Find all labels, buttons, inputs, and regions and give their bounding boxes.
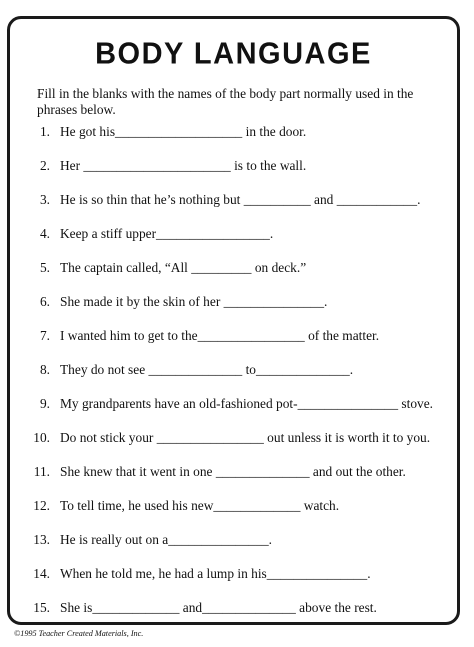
question-15 (10, 600, 457, 616)
question-text: Keep a stiff upper_________________. (60, 226, 274, 241)
question-3 (10, 192, 457, 208)
question-number: 5. (39, 260, 50, 275)
question-text: Do not stick your ________________ out unless it is worth it to you. (60, 430, 431, 445)
question-text: They do not see ______________ to______________. (60, 362, 354, 377)
question-10 (10, 430, 457, 446)
question-6 (10, 294, 457, 310)
question-2 (10, 158, 457, 174)
worksheet-border (7, 16, 460, 625)
question-number: 14. (33, 566, 50, 581)
question-13 (10, 532, 457, 548)
question-14 (10, 566, 457, 582)
question-number: 6. (39, 294, 50, 309)
question-text: He is so thin that he’s nothing but __________ and ____________. (60, 192, 421, 207)
question-number: 11. (33, 464, 50, 479)
question-text: She made it by the skin of her _______________. (60, 294, 328, 309)
question-text: My grandparents have an old-fashioned pot-_______________ stove. (60, 396, 434, 411)
instructions: Fill in the blanks with the names of the body part normally used in the phrases below. (37, 86, 414, 117)
question-text: Her ______________________ is to the wall. (60, 158, 307, 173)
question-text: I wanted him to get to the________________ of the matter. (60, 328, 380, 343)
copyright-footer: ©1995 Teacher Created Materials, Inc. (14, 629, 144, 638)
question-text: He got his___________________ in the door. (60, 124, 307, 139)
question-8 (10, 362, 457, 378)
question-number: 8. (39, 362, 50, 377)
question-12 (10, 498, 457, 514)
question-4 (10, 226, 457, 242)
question-text: She knew that it went in one ______________ and out the other. (60, 464, 406, 479)
question-text: When he told me, he had a lump in his_______________. (60, 566, 371, 581)
question-number: 7. (39, 328, 50, 343)
question-number: 2. (39, 158, 50, 173)
question-text: She is_____________ and______________ above the rest. (60, 600, 377, 615)
worksheet-title: BODY LANGUAGE (95, 37, 372, 71)
question-11 (10, 464, 457, 480)
question-number: 13. (33, 532, 50, 547)
question-1 (10, 124, 457, 140)
question-text: To tell time, he used his new_____________ watch. (60, 498, 340, 513)
question-number: 9. (39, 396, 50, 411)
question-text: The captain called, “All _________ on deck.” (60, 260, 307, 275)
question-number: 12. (33, 498, 50, 513)
question-number: 4. (39, 226, 50, 241)
question-number: 1. (39, 124, 50, 139)
question-5 (10, 260, 457, 276)
question-text: He is really out on a_______________. (60, 532, 272, 547)
question-number: 15. (33, 600, 50, 615)
question-9 (10, 396, 457, 412)
question-number: 10. (33, 430, 50, 445)
question-7 (10, 328, 457, 344)
question-number: 3. (39, 192, 50, 207)
